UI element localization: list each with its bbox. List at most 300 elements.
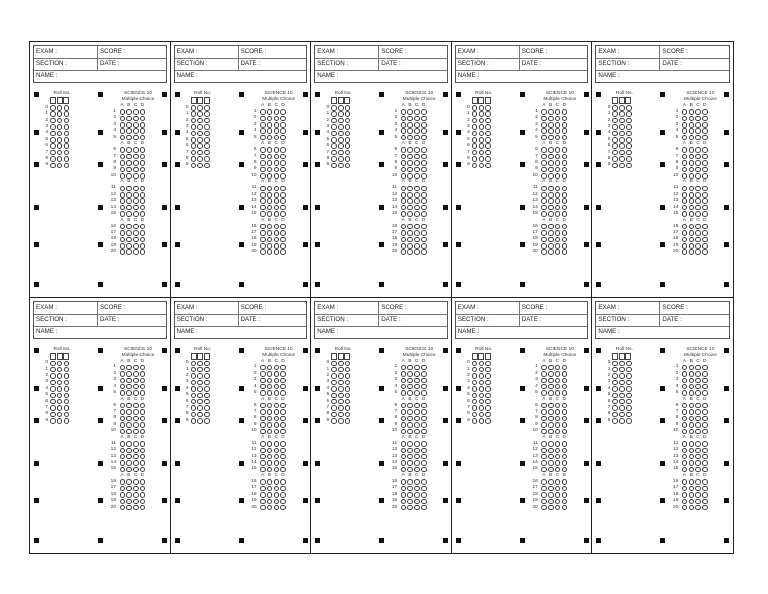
- roll-bubble[interactable]: [338, 156, 344, 162]
- answer-bubble[interactable]: [133, 249, 139, 255]
- answer-bubble[interactable]: [126, 499, 132, 505]
- answer-bubble[interactable]: [555, 243, 561, 249]
- answer-bubble[interactable]: [274, 116, 280, 122]
- answer-bubble[interactable]: [541, 448, 547, 454]
- roll-bubble[interactable]: [331, 418, 337, 424]
- answer-bubble[interactable]: [702, 486, 708, 492]
- roll-bubble[interactable]: [479, 124, 485, 130]
- roll-digit-box[interactable]: [625, 97, 631, 104]
- answer-bubble[interactable]: [555, 479, 561, 485]
- roll-bubble[interactable]: [345, 361, 351, 367]
- roll-bubble[interactable]: [64, 163, 70, 169]
- roll-bubble[interactable]: [345, 386, 351, 392]
- answer-bubble[interactable]: [541, 460, 547, 466]
- answer-bubble[interactable]: [267, 160, 273, 166]
- answer-bubble[interactable]: [401, 492, 407, 498]
- answer-bubble[interactable]: [260, 403, 266, 409]
- answer-bubble[interactable]: [133, 390, 139, 396]
- answer-bubble[interactable]: [267, 211, 273, 217]
- answer-bubble[interactable]: [401, 147, 407, 153]
- answer-bubble[interactable]: [548, 211, 554, 217]
- answer-bubble[interactable]: [407, 429, 413, 435]
- roll-bubble[interactable]: [485, 105, 491, 111]
- roll-bubble[interactable]: [479, 156, 485, 162]
- roll-bubble[interactable]: [331, 156, 337, 162]
- roll-digit-box[interactable]: [57, 353, 63, 360]
- answer-bubble[interactable]: [421, 505, 427, 511]
- answer-bubble[interactable]: [140, 243, 146, 249]
- answer-bubble[interactable]: [133, 371, 139, 377]
- roll-bubble[interactable]: [331, 111, 337, 117]
- answer-bubble[interactable]: [562, 441, 568, 447]
- answer-bubble[interactable]: [555, 403, 561, 409]
- answer-bubble[interactable]: [695, 243, 701, 249]
- roll-bubble[interactable]: [345, 373, 351, 379]
- answer-bubble[interactable]: [140, 147, 146, 153]
- answer-bubble[interactable]: [267, 409, 273, 415]
- answer-bubble[interactable]: [133, 109, 139, 115]
- answer-bubble[interactable]: [689, 467, 695, 473]
- name-field[interactable]: NAME :: [457, 327, 480, 335]
- answer-bubble[interactable]: [541, 505, 547, 511]
- answer-bubble[interactable]: [407, 243, 413, 249]
- answer-bubble[interactable]: [414, 116, 420, 122]
- answer-bubble[interactable]: [407, 154, 413, 160]
- answer-bubble[interactable]: [702, 109, 708, 115]
- answer-bubble[interactable]: [421, 378, 427, 384]
- answer-bubble[interactable]: [133, 160, 139, 166]
- answer-bubble[interactable]: [555, 198, 561, 204]
- roll-bubble[interactable]: [619, 143, 625, 149]
- answer-bubble[interactable]: [548, 122, 554, 128]
- roll-bubble[interactable]: [57, 373, 63, 379]
- answer-bubble[interactable]: [140, 403, 146, 409]
- score-field[interactable]: SCORE :: [381, 48, 407, 55]
- answer-bubble[interactable]: [421, 224, 427, 230]
- answer-bubble[interactable]: [695, 211, 701, 217]
- answer-bubble[interactable]: [695, 128, 701, 134]
- answer-bubble[interactable]: [120, 390, 126, 396]
- answer-bubble[interactable]: [562, 371, 568, 377]
- answer-bubble[interactable]: [695, 173, 701, 179]
- answer-bubble[interactable]: [267, 135, 273, 141]
- roll-bubble[interactable]: [204, 405, 210, 411]
- answer-bubble[interactable]: [133, 224, 139, 230]
- answer-bubble[interactable]: [133, 173, 139, 179]
- answer-bubble[interactable]: [702, 378, 708, 384]
- answer-bubble[interactable]: [140, 486, 146, 492]
- answer-bubble[interactable]: [682, 448, 688, 454]
- answer-bubble[interactable]: [260, 205, 266, 211]
- answer-bubble[interactable]: [682, 454, 688, 460]
- answer-bubble[interactable]: [133, 116, 139, 122]
- name-field[interactable]: NAME :: [317, 327, 339, 335]
- answer-bubble[interactable]: [120, 192, 126, 198]
- answer-bubble[interactable]: [274, 147, 280, 153]
- roll-bubble[interactable]: [50, 124, 56, 130]
- roll-bubble[interactable]: [64, 380, 70, 386]
- roll-bubble[interactable]: [197, 156, 203, 162]
- answer-bubble[interactable]: [260, 479, 266, 485]
- answer-bubble[interactable]: [562, 467, 568, 473]
- answer-bubble[interactable]: [126, 173, 132, 179]
- answer-bubble[interactable]: [280, 371, 286, 377]
- roll-bubble[interactable]: [331, 361, 337, 367]
- roll-bubble[interactable]: [626, 111, 632, 117]
- roll-bubble[interactable]: [191, 124, 197, 130]
- roll-bubble[interactable]: [472, 150, 478, 156]
- answer-bubble[interactable]: [140, 205, 146, 211]
- answer-bubble[interactable]: [682, 416, 688, 422]
- answer-bubble[interactable]: [120, 422, 126, 428]
- roll-bubble[interactable]: [485, 373, 491, 379]
- answer-bubble[interactable]: [555, 135, 561, 141]
- answer-bubble[interactable]: [260, 154, 266, 160]
- answer-bubble[interactable]: [120, 448, 126, 454]
- roll-bubble[interactable]: [50, 131, 56, 137]
- answer-bubble[interactable]: [133, 448, 139, 454]
- answer-bubble[interactable]: [421, 192, 427, 198]
- date-field[interactable]: DATE :: [240, 60, 261, 67]
- answer-bubble[interactable]: [407, 422, 413, 428]
- answer-bubble[interactable]: [126, 460, 132, 466]
- roll-bubble[interactable]: [345, 105, 351, 111]
- name-field[interactable]: NAME :: [36, 72, 58, 79]
- answer-bubble[interactable]: [695, 186, 701, 192]
- answer-bubble[interactable]: [414, 147, 420, 153]
- answer-bubble[interactable]: [682, 128, 688, 134]
- roll-bubble[interactable]: [197, 405, 203, 411]
- answer-bubble[interactable]: [280, 116, 286, 122]
- answer-bubble[interactable]: [702, 116, 708, 122]
- answer-bubble[interactable]: [421, 448, 427, 454]
- answer-bubble[interactable]: [548, 505, 554, 511]
- answer-bubble[interactable]: [541, 211, 547, 217]
- answer-bubble[interactable]: [140, 192, 146, 198]
- answer-bubble[interactable]: [695, 109, 701, 115]
- answer-bubble[interactable]: [555, 154, 561, 160]
- roll-digit-box[interactable]: [50, 353, 56, 360]
- answer-bubble[interactable]: [421, 454, 427, 460]
- answer-bubble[interactable]: [280, 154, 286, 160]
- roll-bubble[interactable]: [64, 105, 70, 111]
- answer-bubble[interactable]: [140, 409, 146, 415]
- answer-bubble[interactable]: [414, 429, 420, 435]
- answer-bubble[interactable]: [421, 422, 427, 428]
- answer-bubble[interactable]: [280, 467, 286, 473]
- answer-bubble[interactable]: [421, 198, 427, 204]
- roll-bubble[interactable]: [472, 380, 478, 386]
- answer-bubble[interactable]: [421, 173, 427, 179]
- roll-bubble[interactable]: [331, 124, 337, 130]
- answer-bubble[interactable]: [548, 160, 554, 166]
- roll-bubble[interactable]: [345, 405, 351, 411]
- answer-bubble[interactable]: [562, 499, 568, 505]
- exam-field[interactable]: EXAM :: [34, 302, 98, 314]
- answer-bubble[interactable]: [414, 122, 420, 128]
- roll-bubble[interactable]: [612, 150, 618, 156]
- answer-bubble[interactable]: [555, 122, 561, 128]
- answer-bubble[interactable]: [541, 422, 547, 428]
- roll-bubble[interactable]: [485, 399, 491, 405]
- roll-bubble[interactable]: [331, 150, 337, 156]
- answer-bubble[interactable]: [267, 224, 273, 230]
- answer-bubble[interactable]: [267, 460, 273, 466]
- answer-bubble[interactable]: [562, 116, 568, 122]
- roll-bubble[interactable]: [191, 367, 197, 373]
- score-field[interactable]: SCORE :: [662, 48, 688, 55]
- name-field[interactable]: NAME :: [457, 72, 480, 79]
- roll-bubble[interactable]: [612, 131, 618, 137]
- answer-bubble[interactable]: [407, 128, 413, 134]
- roll-bubble[interactable]: [619, 412, 625, 418]
- answer-bubble[interactable]: [260, 486, 266, 492]
- answer-bubble[interactable]: [555, 492, 561, 498]
- answer-bubble[interactable]: [401, 429, 407, 435]
- roll-bubble[interactable]: [64, 124, 70, 130]
- answer-bubble[interactable]: [140, 230, 146, 236]
- answer-bubble[interactable]: [702, 479, 708, 485]
- answer-bubble[interactable]: [407, 249, 413, 255]
- answer-bubble[interactable]: [689, 492, 695, 498]
- answer-bubble[interactable]: [555, 429, 561, 435]
- answer-bubble[interactable]: [555, 160, 561, 166]
- answer-bubble[interactable]: [421, 403, 427, 409]
- answer-bubble[interactable]: [260, 371, 266, 377]
- answer-bubble[interactable]: [274, 492, 280, 498]
- answer-bubble[interactable]: [407, 186, 413, 192]
- answer-bubble[interactable]: [401, 230, 407, 236]
- answer-bubble[interactable]: [274, 186, 280, 192]
- section-field[interactable]: SECTION :: [315, 314, 379, 326]
- roll-bubble[interactable]: [331, 393, 337, 399]
- answer-bubble[interactable]: [548, 384, 554, 390]
- answer-bubble[interactable]: [267, 154, 273, 160]
- roll-bubble[interactable]: [57, 111, 63, 117]
- answer-bubble[interactable]: [407, 409, 413, 415]
- answer-bubble[interactable]: [555, 224, 561, 230]
- answer-bubble[interactable]: [695, 230, 701, 236]
- answer-bubble[interactable]: [689, 378, 695, 384]
- roll-bubble[interactable]: [338, 399, 344, 405]
- answer-bubble[interactable]: [682, 154, 688, 160]
- answer-bubble[interactable]: [126, 167, 132, 173]
- answer-bubble[interactable]: [280, 365, 286, 371]
- answer-bubble[interactable]: [702, 122, 708, 128]
- answer-bubble[interactable]: [695, 224, 701, 230]
- answer-bubble[interactable]: [126, 230, 132, 236]
- roll-bubble[interactable]: [612, 373, 618, 379]
- roll-bubble[interactable]: [197, 150, 203, 156]
- answer-bubble[interactable]: [401, 173, 407, 179]
- roll-bubble[interactable]: [612, 386, 618, 392]
- answer-bubble[interactable]: [274, 365, 280, 371]
- answer-bubble[interactable]: [401, 167, 407, 173]
- answer-bubble[interactable]: [260, 422, 266, 428]
- roll-bubble[interactable]: [331, 367, 337, 373]
- answer-bubble[interactable]: [126, 237, 132, 243]
- answer-bubble[interactable]: [140, 160, 146, 166]
- answer-bubble[interactable]: [280, 122, 286, 128]
- answer-bubble[interactable]: [421, 390, 427, 396]
- answer-bubble[interactable]: [260, 224, 266, 230]
- answer-bubble[interactable]: [267, 167, 273, 173]
- answer-bubble[interactable]: [548, 167, 554, 173]
- answer-bubble[interactable]: [280, 109, 286, 115]
- roll-bubble[interactable]: [197, 399, 203, 405]
- date-field[interactable]: DATE :: [381, 315, 401, 323]
- answer-bubble[interactable]: [140, 479, 146, 485]
- roll-bubble[interactable]: [626, 380, 632, 386]
- answer-bubble[interactable]: [541, 122, 547, 128]
- roll-bubble[interactable]: [626, 163, 632, 169]
- answer-bubble[interactable]: [260, 416, 266, 422]
- roll-bubble[interactable]: [204, 399, 210, 405]
- answer-bubble[interactable]: [274, 243, 280, 249]
- roll-bubble[interactable]: [619, 163, 625, 169]
- score-field[interactable]: SCORE :: [100, 48, 126, 55]
- roll-bubble[interactable]: [338, 361, 344, 367]
- date-field[interactable]: DATE :: [100, 315, 120, 323]
- answer-bubble[interactable]: [541, 416, 547, 422]
- answer-bubble[interactable]: [126, 429, 132, 435]
- roll-bubble[interactable]: [191, 380, 197, 386]
- answer-bubble[interactable]: [682, 365, 688, 371]
- exam-field[interactable]: EXAM :: [596, 46, 660, 58]
- roll-bubble[interactable]: [57, 418, 63, 424]
- answer-bubble[interactable]: [401, 454, 407, 460]
- answer-bubble[interactable]: [689, 479, 695, 485]
- answer-bubble[interactable]: [260, 454, 266, 460]
- answer-bubble[interactable]: [126, 505, 132, 511]
- roll-bubble[interactable]: [612, 380, 618, 386]
- answer-bubble[interactable]: [120, 492, 126, 498]
- answer-bubble[interactable]: [260, 492, 266, 498]
- answer-bubble[interactable]: [407, 365, 413, 371]
- roll-bubble[interactable]: [479, 412, 485, 418]
- roll-bubble[interactable]: [191, 393, 197, 399]
- answer-bubble[interactable]: [421, 467, 427, 473]
- roll-bubble[interactable]: [619, 405, 625, 411]
- roll-bubble[interactable]: [479, 393, 485, 399]
- roll-bubble[interactable]: [472, 105, 478, 111]
- answer-bubble[interactable]: [562, 422, 568, 428]
- answer-bubble[interactable]: [702, 211, 708, 217]
- answer-bubble[interactable]: [133, 122, 139, 128]
- answer-bubble[interactable]: [555, 230, 561, 236]
- answer-bubble[interactable]: [401, 205, 407, 211]
- answer-bubble[interactable]: [541, 205, 547, 211]
- answer-bubble[interactable]: [689, 384, 695, 390]
- answer-bubble[interactable]: [414, 384, 420, 390]
- answer-bubble[interactable]: [120, 173, 126, 179]
- answer-bubble[interactable]: [695, 122, 701, 128]
- answer-bubble[interactable]: [267, 422, 273, 428]
- answer-bubble[interactable]: [140, 128, 146, 134]
- answer-bubble[interactable]: [126, 384, 132, 390]
- answer-bubble[interactable]: [126, 154, 132, 160]
- answer-bubble[interactable]: [702, 403, 708, 409]
- roll-bubble[interactable]: [485, 386, 491, 392]
- roll-digit-box[interactable]: [472, 353, 478, 360]
- answer-bubble[interactable]: [682, 249, 688, 255]
- roll-digit-box[interactable]: [478, 97, 484, 104]
- section-field[interactable]: SECTION :: [456, 314, 520, 326]
- roll-bubble[interactable]: [479, 373, 485, 379]
- answer-bubble[interactable]: [682, 492, 688, 498]
- answer-bubble[interactable]: [702, 160, 708, 166]
- roll-bubble[interactable]: [472, 131, 478, 137]
- answer-bubble[interactable]: [401, 122, 407, 128]
- roll-bubble[interactable]: [626, 131, 632, 137]
- roll-digit-box[interactable]: [63, 97, 69, 104]
- roll-bubble[interactable]: [612, 399, 618, 405]
- answer-bubble[interactable]: [120, 186, 126, 192]
- answer-bubble[interactable]: [133, 403, 139, 409]
- answer-bubble[interactable]: [689, 448, 695, 454]
- roll-bubble[interactable]: [50, 156, 56, 162]
- roll-bubble[interactable]: [191, 412, 197, 418]
- answer-bubble[interactable]: [120, 467, 126, 473]
- roll-digit-box[interactable]: [204, 353, 210, 360]
- answer-bubble[interactable]: [689, 135, 695, 141]
- answer-bubble[interactable]: [682, 479, 688, 485]
- roll-bubble[interactable]: [619, 156, 625, 162]
- roll-bubble[interactable]: [197, 386, 203, 392]
- answer-bubble[interactable]: [407, 371, 413, 377]
- roll-bubble[interactable]: [204, 137, 210, 143]
- answer-bubble[interactable]: [414, 454, 420, 460]
- answer-bubble[interactable]: [682, 211, 688, 217]
- answer-bubble[interactable]: [267, 486, 273, 492]
- answer-bubble[interactable]: [267, 429, 273, 435]
- answer-bubble[interactable]: [421, 492, 427, 498]
- answer-bubble[interactable]: [407, 479, 413, 485]
- roll-digit-box[interactable]: [485, 97, 491, 104]
- answer-bubble[interactable]: [267, 492, 273, 498]
- roll-bubble[interactable]: [485, 143, 491, 149]
- roll-bubble[interactable]: [619, 386, 625, 392]
- answer-bubble[interactable]: [126, 454, 132, 460]
- answer-bubble[interactable]: [695, 384, 701, 390]
- answer-bubble[interactable]: [414, 173, 420, 179]
- answer-bubble[interactable]: [260, 249, 266, 255]
- roll-bubble[interactable]: [612, 405, 618, 411]
- answer-bubble[interactable]: [555, 422, 561, 428]
- answer-bubble[interactable]: [120, 499, 126, 505]
- roll-bubble[interactable]: [338, 163, 344, 169]
- roll-bubble[interactable]: [612, 118, 618, 124]
- roll-bubble[interactable]: [64, 111, 70, 117]
- roll-bubble[interactable]: [485, 163, 491, 169]
- roll-bubble[interactable]: [626, 156, 632, 162]
- roll-bubble[interactable]: [338, 412, 344, 418]
- answer-bubble[interactable]: [126, 211, 132, 217]
- answer-bubble[interactable]: [133, 492, 139, 498]
- answer-bubble[interactable]: [695, 116, 701, 122]
- roll-bubble[interactable]: [338, 380, 344, 386]
- answer-bubble[interactable]: [541, 429, 547, 435]
- answer-bubble[interactable]: [541, 390, 547, 396]
- roll-digit-box[interactable]: [50, 97, 56, 104]
- roll-bubble[interactable]: [619, 361, 625, 367]
- roll-digit-box[interactable]: [625, 353, 631, 360]
- answer-bubble[interactable]: [407, 448, 413, 454]
- answer-bubble[interactable]: [548, 128, 554, 134]
- answer-bubble[interactable]: [548, 135, 554, 141]
- roll-bubble[interactable]: [57, 124, 63, 130]
- answer-bubble[interactable]: [401, 224, 407, 230]
